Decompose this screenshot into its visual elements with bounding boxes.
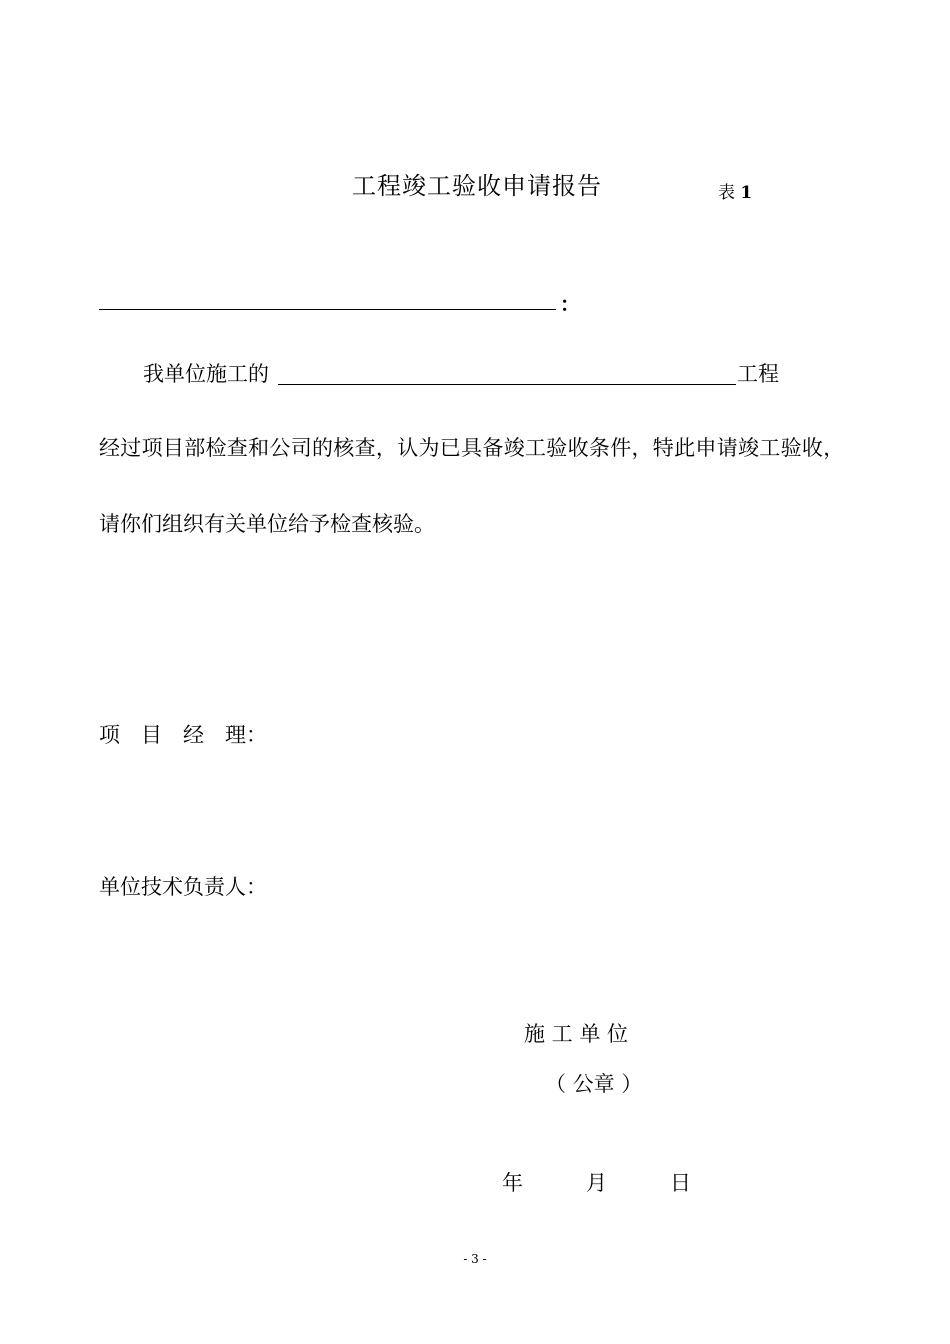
document-title: 工程竣工验收申请报告 [352,172,602,200]
body-line1-suffix: 工程 [737,362,779,386]
body-line3: 请你们组织有关单位给予检查核验。 [99,512,435,536]
project-name-blank-line [278,384,736,385]
body-line1-prefix: 我单位施工的 [143,362,269,386]
table-number-value: 1 [740,183,753,203]
table-label: 表 [718,183,735,203]
page-number: - 3 - [463,1252,487,1266]
date-label: 年 月 日 [502,1171,691,1195]
official-seal-label: （ 公章 ） [545,1072,643,1096]
construction-unit-label: 施 工 单 位 [524,1022,629,1046]
project-manager-label: 项 目 经 理： [99,723,267,747]
addressee-blank-line [99,309,556,310]
addressee-colon: ： [560,292,580,316]
tech-lead-label: 单位技术负责人： [99,875,267,899]
body-line2: 经过项目部检查和公司的核查，认为已具备竣工验收条件，特此申请竣工验收， [99,436,845,460]
table-number [718,178,752,203]
